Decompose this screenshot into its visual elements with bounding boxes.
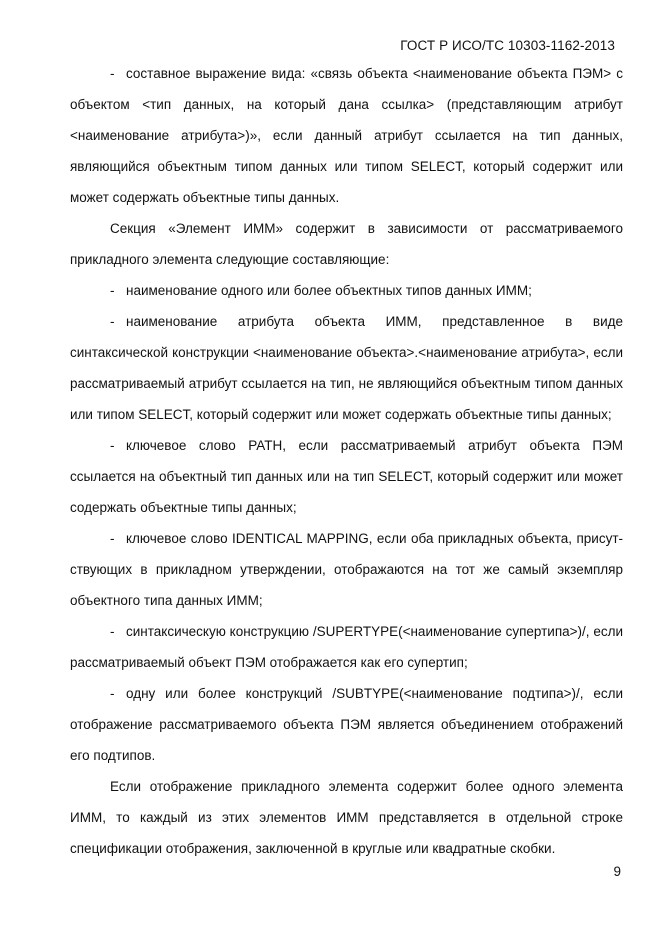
paragraph-5 (70, 430, 623, 523)
paragraph-text: синтаксическую конструкцию /SUPERTYPE(<наименование супертипа>)/, если рассматриваемый объект ПЭМ отображается как его супертип; (70, 624, 623, 670)
paragraph-2 (70, 213, 623, 275)
list-dash: - (110, 66, 115, 81)
paragraph-4 (70, 306, 623, 430)
paragraph-text: одну или более конструкций /SUBTYPE(<наименование подтипа>)/, если отображение рассматриваемого объекта ПЭМ является объединением отображений его подтипов. (70, 686, 623, 763)
paragraph-7 (70, 616, 623, 678)
paragraph-1 (70, 58, 623, 213)
paragraph-3 (70, 275, 623, 306)
list-dash: - (110, 314, 115, 329)
paragraph-text: Если отображение прикладного элемента содержит более одного элемента ИММ, то каждый из этих элементов ИММ представляется в отдельной строке спецификации отображения, заключенной в круглые или квадратные скобки. (70, 779, 623, 856)
paragraph-text: ключевое слово PATH, если рассматриваемый атрибут объекта ПЭМ ссылается на объектный тип данных или на тип SELECT, который содержит или может содержать объектные типы данных; (70, 438, 623, 515)
page-number: 9 (613, 864, 621, 879)
list-dash: - (110, 624, 115, 639)
paragraph-text: составное выражение вида: «связь объекта <наименование объекта ПЭМ> с объектом <тип данных, на который дана ссылка> (представляющим атрибут <наименование атрибута>)», если данный атрибут ссылается на тип данных, являющийся объектным типом данных или типом SELECT, который содержит или может содержать объектные типы данных. (70, 66, 623, 205)
paragraph-text: наименование одного или более объектных типов данных ИММ; (126, 283, 532, 298)
paragraph-text: наименование атрибута объекта ИММ, представленное в виде синтаксической конструкции <наименование объекта>.<наименование атрибута>, если рассматриваемый атрибут ссылается на тип, не являющийся объектным типом данных или типом SELECT, который содержит или может содержать объектные типы данных; (70, 314, 623, 422)
paragraph-6 (70, 523, 623, 616)
paragraph-text: Секция «Элемент ИММ» содержит в зависимости от рассматриваемого прикладного элемента следующие составляющие: (70, 221, 623, 267)
list-dash: - (110, 438, 115, 453)
paragraph-8 (70, 678, 623, 771)
paragraph-9 (70, 771, 623, 864)
document-header: ГОСТ Р ИСО/ТС 10303-1162-2013 (400, 38, 615, 53)
document-body (70, 58, 623, 864)
list-dash: - (110, 531, 115, 546)
list-dash: - (110, 686, 115, 701)
paragraph-text: ключевое слово IDENTICAL MAPPING, если оба прикладных объекта, присут-ствующих в прикладном утверждении, отображаются на тот же самый экземпляр объектного типа данных ИММ; (70, 531, 623, 608)
list-dash: - (110, 283, 115, 298)
